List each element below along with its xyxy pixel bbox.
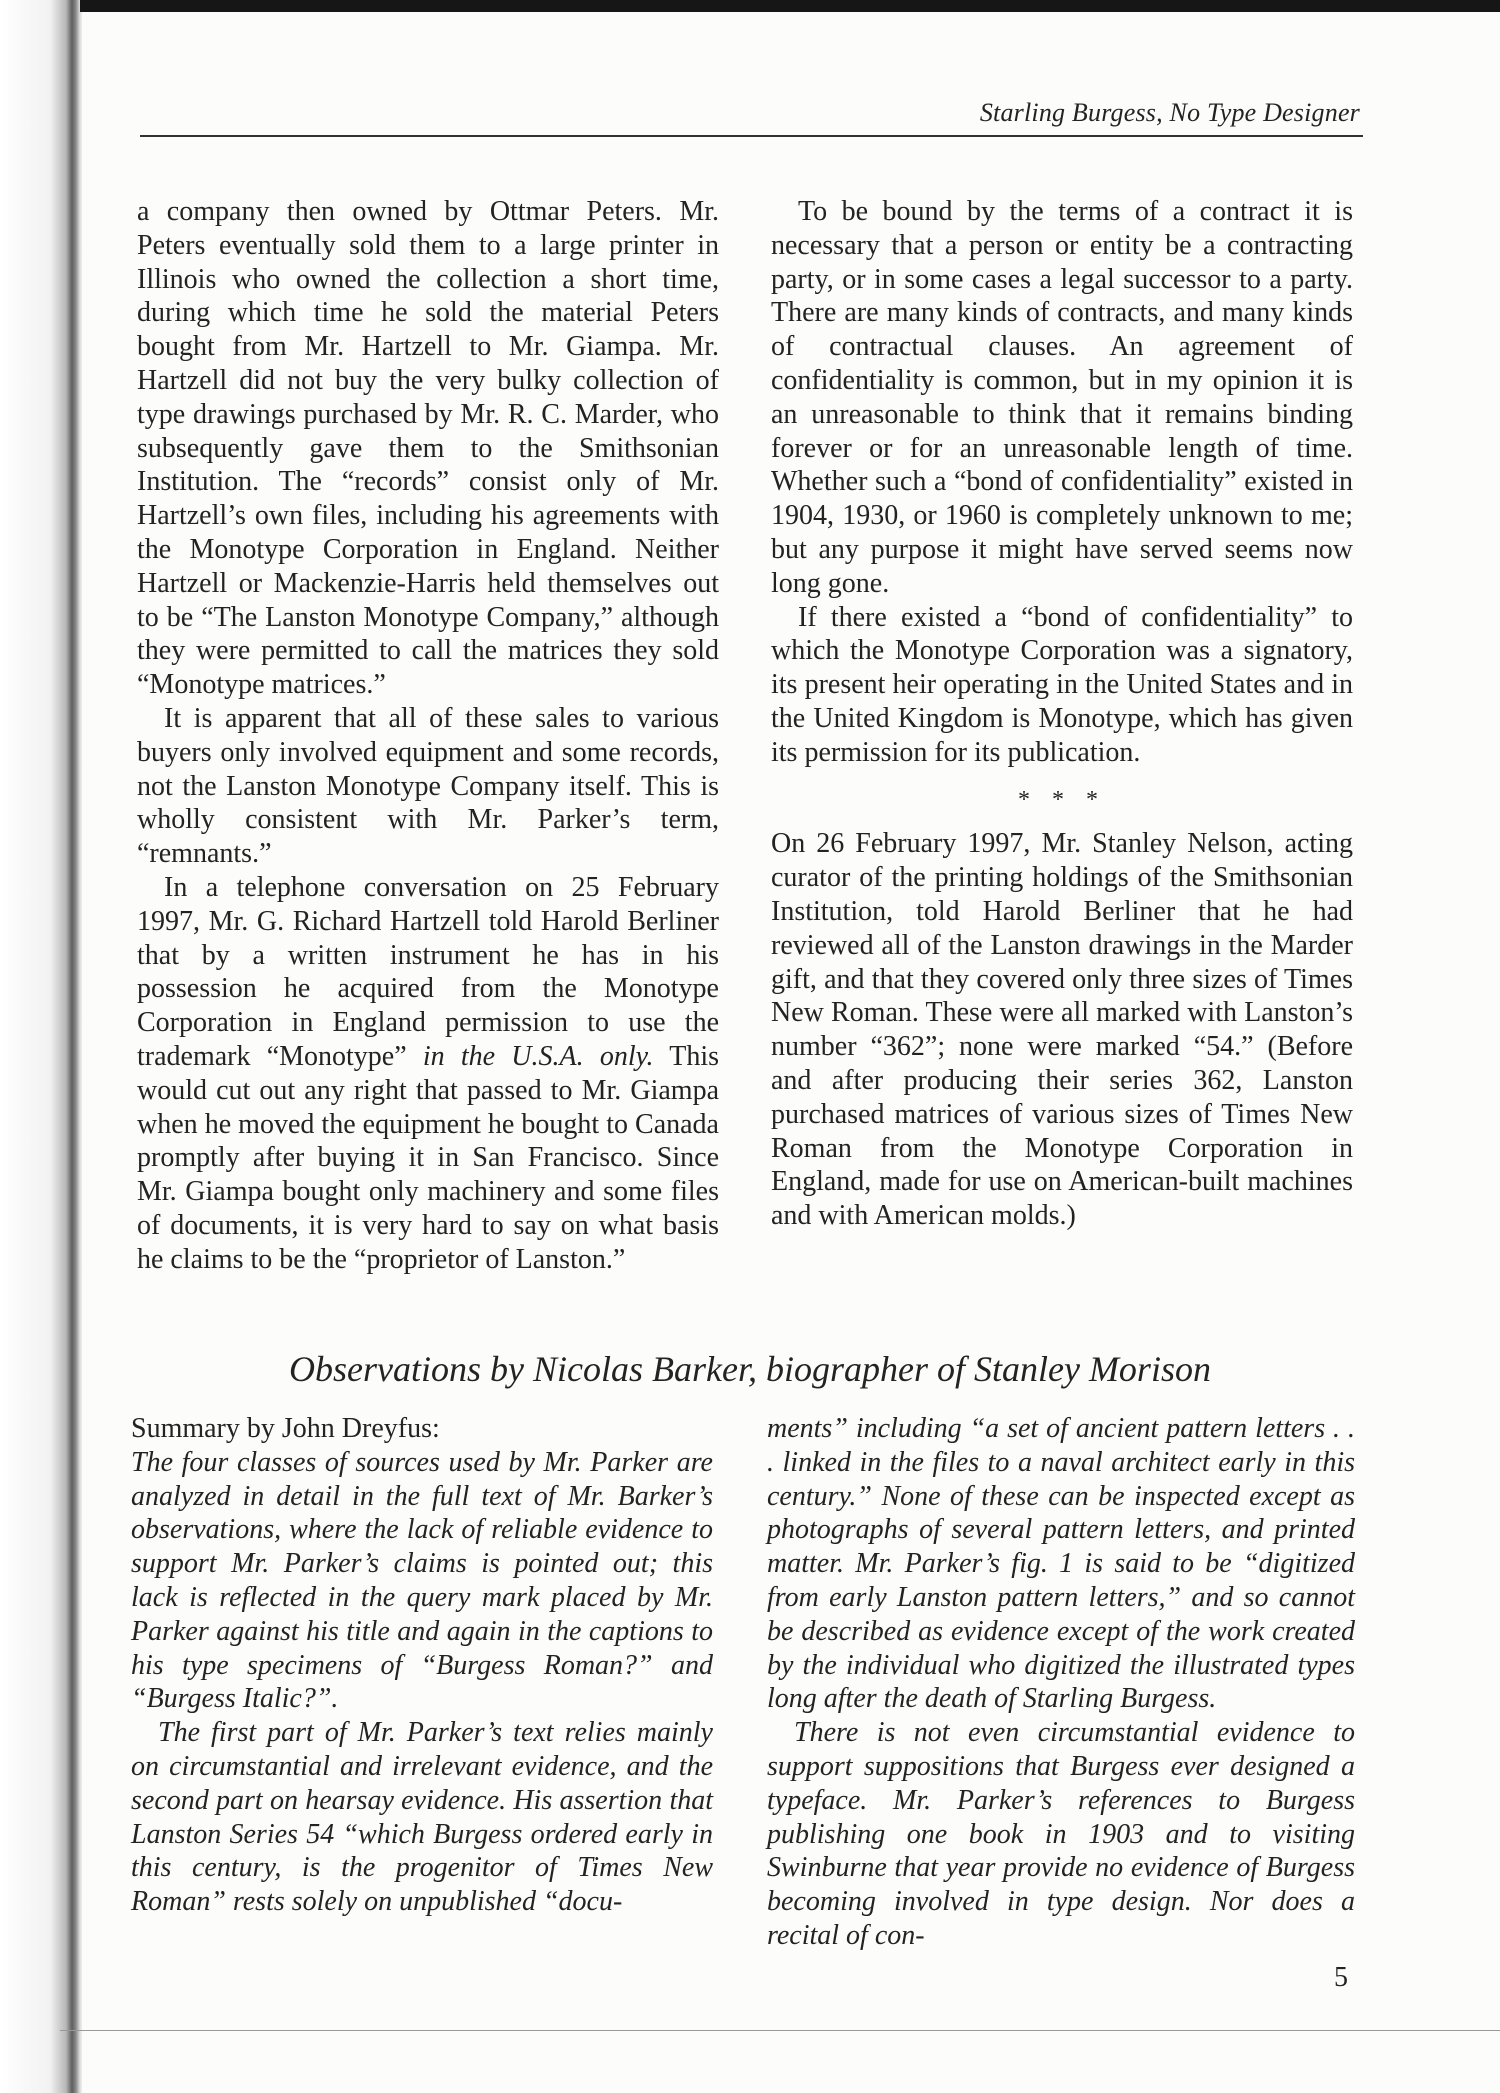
emphasis-text: in the U.S.A. only. [422,1040,654,1072]
paragraph-text: In a telephone conversation on 25 February 1997, Mr. G. Richard Hartzell told Harold Berliner that by a written instrument he has in his possession he acquired from the Monotype Corporation in England permission to use the trademark “Monotype” [137,871,719,1072]
paragraph: a company then owned by Ottmar Peters. Mr. Peters eventually sold them to a large printer in Illinois who owned the collection a short time, during which time he sold the material Peters bought from Mr. Hartzell to Mr. Giampa. Mr. Hartzell did not buy the very bulky collection of type drawings purchased by Mr. R. C. Marder, who subsequently gave them to the Smithsonian Institution. The “records” consist only of Mr. Hartzell’s own files, including his agreements with the Monotype Corporation in England. Neither Hartzell or Mackenzie-Harris held themselves out to be “The Lanston Monotype Company,” although they were permitted to call the matrices they sold “Monotype matrices.” [137,196,719,701]
paragraph: On 26 February 1997, Mr. Stanley Nelson, acting curator of the printing holdings of the Smithsonian Institution, told Harold Berliner that he had reviewed all of the Lanston drawings in the Marder gift, and that they covered only three sizes of Times New Roman. These were all marked with Lanston’s number “362”; none were marked “54.” (Before and after producing their series 362, Lanston purchased matrices of various sizes of Times New Roman from the Monotype Corporation in England, made for use on American-built machines and with American molds.) [771,828,1353,1232]
paragraph: ments” including “a set of ancient pattern letters . . . linked in the files to a naval architect early in this century.” None of these can be inspected except as photographs of several pattern letters, and printed matter. Mr. Parker’s fig. 1 is said to be “digitized from early Lanston pattern letters,” and so cannot be described as evidence except of the work created by the individual who digitized the illustrated types long after the death of Starling Burgess. [767,1413,1355,1715]
paragraph-text: This would cut out any right that passed to Mr. Giampa when he moved the equipment he bought to Canada promptly after buying it in San Francisco. Since Mr. Giampa bought only machinery and some files of documents, it is very hard to say on what basis he claims to be the “proprietor of Lanston.” [137,1040,720,1275]
scan-binding-edge [0,0,82,2093]
paragraph: There is not even circumstantial evidence to support suppositions that Burgess ever designed a typeface. Mr. Parker’s references to Burgess publishing one book in 1903 and to visiting Swinburne that year provide no evidence of Burgess becoming involved in type design. Nor does a recital of con- [767,1717,1355,1951]
upper-left-column [137,195,719,1277]
section-heading: Observations by Nicolas Barker, biographer of Stanley Morison [289,1349,1211,1389]
running-head: Starling Burgess, No Type Designer [979,98,1360,127]
paragraph: To be bound by the terms of a contract it is necessary that a person or entity be a contracting party, or in some cases a legal successor to a party. There are many kinds of contracts, and many kinds of contractual clauses. An agreement of confidentiality is common, but in my opinion it is an unreasonable to think that it remains binding forever or for an unreasonable length of time. Whether such a “bond of confidentiality” existed in 1904, 1930, or 1960 is completely unknown to me; but any purpose it might have served seems now long gone. [771,196,1353,599]
paragraph: If there existed a “bond of confidentiality” to which the Monotype Corporation was a signatory, its present heir operating in the United States and in the United Kingdom is Monotype, which has given its permission for its publication. [771,601,1353,768]
paragraph: It is apparent that all of these sales to various buyers only involved equipment and some records, not the Lanston Monotype Company itself. This is wholly consistent with Mr. Parker’s term, “remnants.” [137,702,719,870]
upper-right-column [771,195,1353,1233]
paragraph [137,871,719,1277]
lower-left-column [131,1412,713,1919]
section-separator: * * * [1018,786,1106,813]
summary-label: Summary by John Dreyfus: [131,1413,440,1444]
page-number: 5 [1334,1962,1348,1993]
paragraph: The first part of Mr. Parker’s text relies mainly on circumstantial and irrelevant evidence, and the second part on hearsay evidence. His assertion that Lanston Series 54 “which Burgess ordered early in this century, is the progenitor of Times New Roman” rests solely on unpublished “docu- [131,1717,713,1918]
scan-top-edge [80,0,1500,12]
lower-right-column [767,1412,1355,1953]
scan-bottom-edge [60,2030,1500,2031]
header-rule [140,135,1363,137]
paragraph: The four classes of sources used by Mr. Parker are analyzed in detail in the full text of Mr. Barker’s observations, where the lack of reliable evidence to support Mr. Parker’s claims is pointed out; this lack is reflected in the query mark placed by Mr. Parker against his title and again in the captions to his type specimens of “Burgess Roman?” and “Burgess Italic?”. [131,1446,713,1715]
